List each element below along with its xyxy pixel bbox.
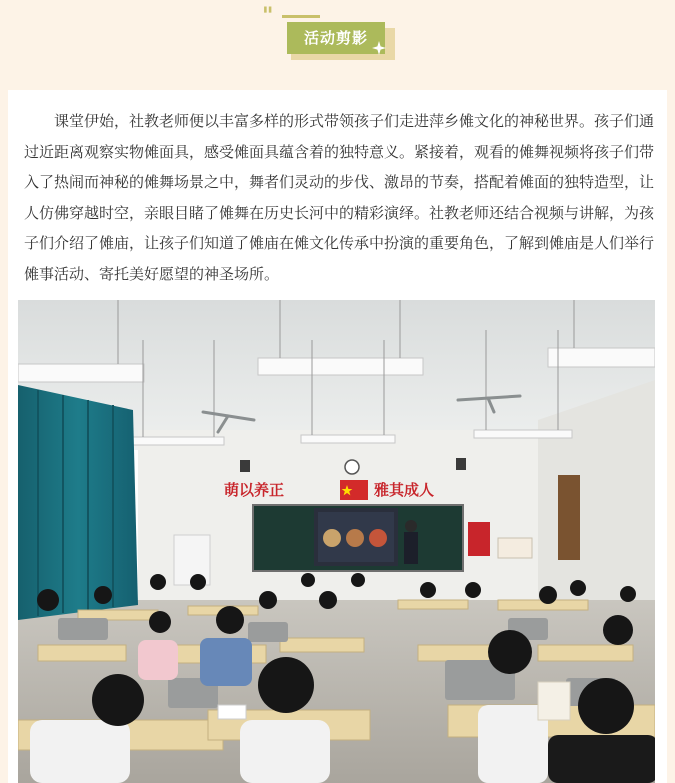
window-curtain bbox=[18, 385, 138, 620]
wall-slogan-left: 萌以养正 bbox=[224, 481, 285, 499]
wall-banner bbox=[468, 522, 490, 556]
article-paragraph: 课堂伊始，社教老师便以丰富多样的形式带领孩子们走进萍乡傩文化的神秘世界。孩子们通过近距离观察实物傩面具，感受傩面具蕴含着的独特意义。紧接着，观看的傩舞视频将孩子们带入了热闹而神秘的傩舞场景之中，舞者们灵动的步伐、激昂的节奏，搭配着傩面的独特造型，让人仿佛穿越时空，亲眼目睹了傩舞在历史长河中的精彩演绎。社教老师还结合视频与讲解，为孩子们介绍了傩庙，让孩子们知道了傩庙在傩文化传承中扮演的重要角色，了解到傩庙是人们举行傩事活动、寄托美好愿望的神圣场所。 bbox=[24, 112, 655, 283]
wall-poster bbox=[498, 538, 532, 558]
section-title: 活动剪影 bbox=[287, 22, 385, 54]
wall-slogan-right: 雅其成人 bbox=[374, 481, 435, 499]
double-quote-icon: " bbox=[262, 3, 274, 29]
mask-images bbox=[323, 529, 387, 547]
teacher bbox=[404, 520, 418, 564]
decorative-line bbox=[282, 15, 320, 18]
doorway bbox=[558, 475, 580, 560]
content-card bbox=[8, 90, 667, 783]
section-header bbox=[0, 0, 675, 90]
sparkle-icon bbox=[372, 41, 386, 55]
clock-icon bbox=[345, 460, 359, 474]
classroom-photo bbox=[18, 300, 655, 783]
